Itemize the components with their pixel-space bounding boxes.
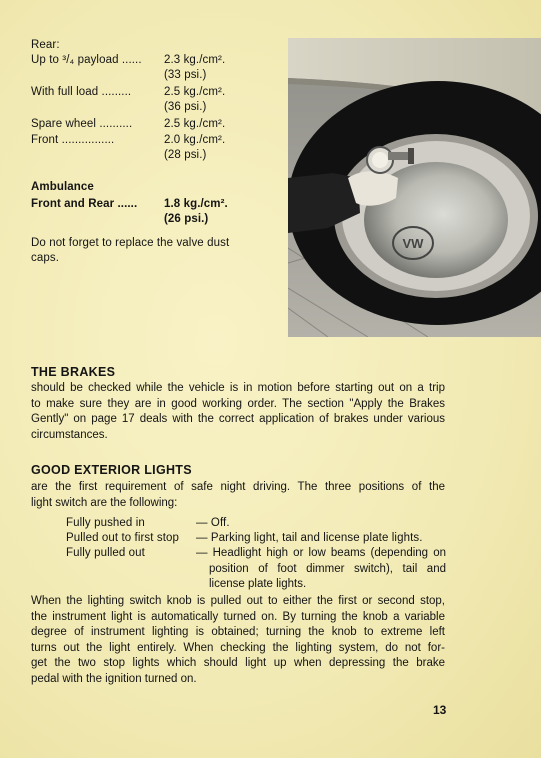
pressure-row-value: 2.5 kg./cm². bbox=[164, 118, 226, 130]
lights-body-line: pedal with the ignition turned on. bbox=[31, 672, 197, 685]
switch-position-desc: — Parking light, tail and license plate lights. bbox=[196, 532, 423, 544]
lights-intro bbox=[31, 480, 445, 511]
tire-gauge-photo bbox=[288, 38, 541, 337]
switch-position-label: Fully pulled out bbox=[66, 547, 145, 559]
switch-position-desc: — Off. bbox=[196, 517, 230, 529]
brakes-paragraph bbox=[31, 381, 445, 443]
pressure-row-label: Spare wheel .......... bbox=[31, 118, 133, 130]
pressure-row-value: 2.5 kg./cm². bbox=[164, 86, 226, 98]
switch-position-desc: — Headlight high or low beams (depending on bbox=[196, 547, 446, 559]
reminder-line: caps. bbox=[31, 252, 59, 264]
pressure-row-value: 2.3 kg./cm². bbox=[164, 54, 226, 66]
ambulance-heading: Ambulance bbox=[31, 181, 94, 193]
lights-body-line: get the two stop lights which should light up when depressing the brake bbox=[31, 657, 445, 669]
ambulance-row-label: Front and Rear ...... bbox=[31, 198, 138, 210]
lights-body bbox=[31, 594, 445, 687]
switch-position-desc: position of foot dimmer switch), tail and bbox=[209, 562, 446, 575]
switch-position-desc-block bbox=[196, 546, 446, 593]
lights-body-line: the instrument light is automatically turned on. By turning the knob a variable bbox=[31, 610, 445, 623]
vw-emblem: VW bbox=[402, 236, 424, 251]
brakes-line: to make sure they are in good working order. The section "Apply the Brakes bbox=[31, 397, 445, 410]
pressure-row-label: With full load ......... bbox=[31, 86, 132, 98]
pressure-row-label: Up to ³/₄ payload ...... bbox=[31, 54, 142, 66]
ambulance-row-value: 1.8 kg./cm². bbox=[164, 198, 228, 210]
brakes-line: should be checked while the vehicle is in motion before starting out on a trip bbox=[31, 382, 445, 394]
brakes-line: Gently" on page 17 deals with the correct application of brakes under various bbox=[31, 413, 445, 425]
lights-body-line: degree of instrument lighting is obtained; turning the knob to extreme left bbox=[31, 626, 445, 638]
brakes-heading: THE BRAKES bbox=[31, 365, 116, 379]
brakes-line: circumstances. bbox=[31, 428, 108, 441]
pressure-row-psi: (33 psi.) bbox=[164, 69, 207, 81]
tire-gauge-illustration bbox=[288, 38, 541, 337]
switch-position-desc: license plate lights. bbox=[209, 578, 307, 590]
pressure-row-psi: (36 psi.) bbox=[164, 101, 207, 113]
pressure-row-value: 2.0 kg./cm². bbox=[164, 134, 226, 146]
lights-intro-line: are the first requirement of safe night driving. The three positions of the bbox=[31, 481, 445, 493]
reminder-line: Do not forget to replace the valve dust bbox=[31, 237, 230, 249]
pressure-row-label: Front ................ bbox=[31, 134, 115, 146]
switch-position-label: Pulled out to first stop bbox=[66, 532, 179, 544]
lights-body-line: turns out the light entirely. When checking the lighting system, do not for- bbox=[31, 641, 445, 654]
page-number: 13 bbox=[433, 703, 447, 717]
pressure-row-psi: (28 psi.) bbox=[164, 149, 207, 161]
lights-heading: GOOD EXTERIOR LIGHTS bbox=[31, 463, 192, 477]
ambulance-row-psi: (26 psi.) bbox=[164, 213, 209, 225]
switch-position-label: Fully pushed in bbox=[66, 517, 145, 529]
lights-body-line: When the lighting switch knob is pulled out to either the first or second stop, bbox=[31, 595, 445, 607]
lights-intro-line: light switch are the following: bbox=[31, 496, 178, 509]
rear-label: Rear: bbox=[31, 39, 60, 51]
